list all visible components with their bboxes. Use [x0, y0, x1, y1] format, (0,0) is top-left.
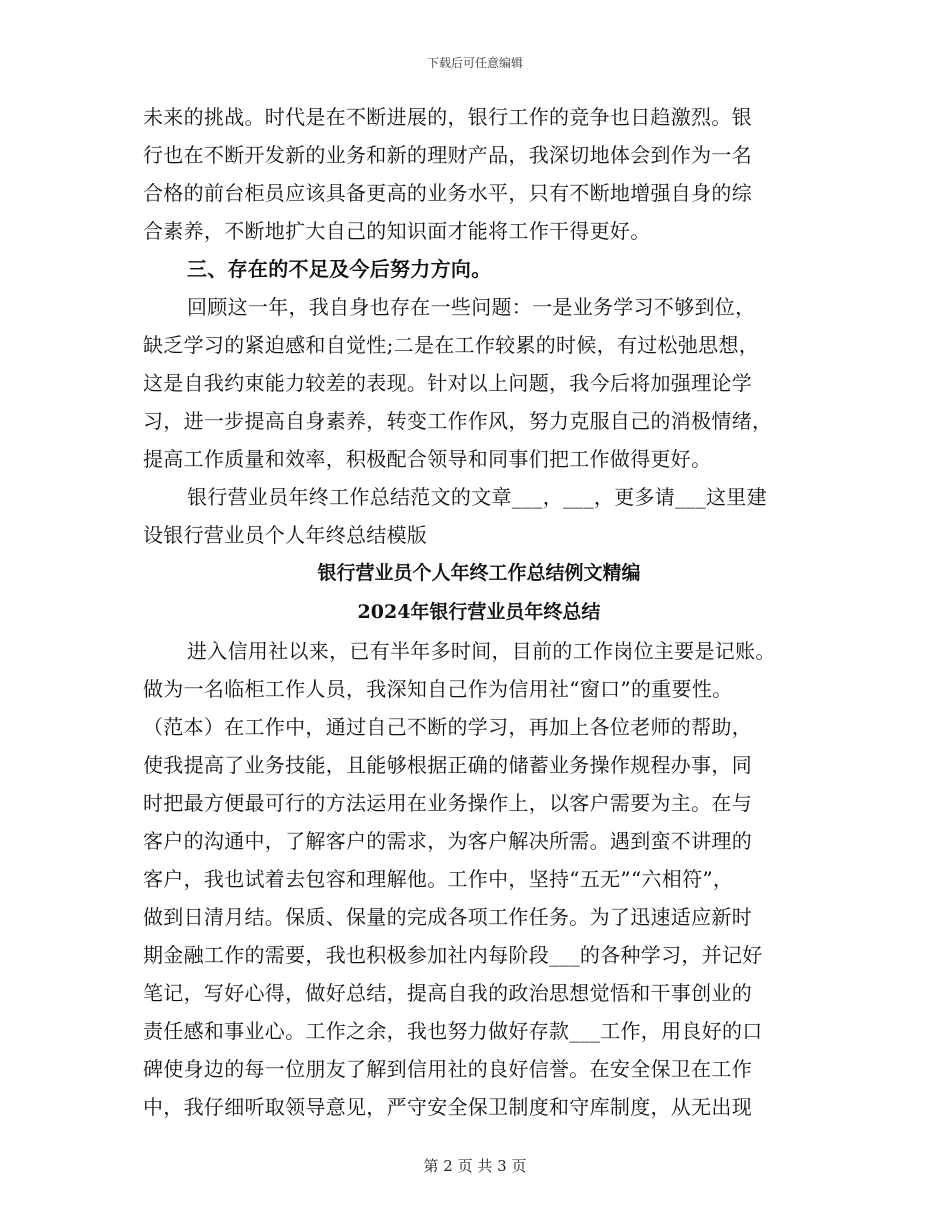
paragraph-line: 设银行营业员个人年终总结模版 — [143, 523, 428, 547]
paragraph-line: 未来的挑战。时代是在不断进展的，银行工作的竞争也日趋激烈。银 — [143, 105, 752, 129]
page-number: 第 2 页 共 3 页 — [423, 1157, 527, 1175]
paragraph-line: 中，我仔细听取领导意见，严守安全保卫制度和守库制度，从无出现 — [143, 1095, 752, 1119]
paragraph-line: 时把最方便最可行的方法运用在业务操作上，以客户需要为主。在与 — [143, 791, 752, 815]
paragraph-line: 做到日清月结。保质、保量的完成各项工作任务。为了迅速适应新时 — [143, 905, 752, 929]
paragraph-line: 笔记，写好心得，做好总结，提高自我的政治思想觉悟和干事创业的 — [143, 981, 752, 1005]
paragraph-line: 提高工作质量和效率，积极配合领导和同事们把工作做得更好。 — [143, 447, 712, 471]
paragraph-line: 期金融工作的需要，我也积极参加社内每阶段___的各种学习，并记好 — [143, 943, 763, 967]
paragraph-line: 碑使身边的每一位朋友了解到信用社的良好信誉。在安全保卫在工作 — [143, 1057, 752, 1081]
paragraph-line: 行也在不断开发新的业务和新的理财产品，我深切地体会到作为一名 — [143, 143, 752, 167]
paragraph-line: 银行营业员年终工作总结范文的文章___，___，更多请___这里建 — [187, 485, 767, 509]
paragraph-line: 习，进一步提高自身素养，转变工作作风，努力克服自己的消极情绪， — [143, 409, 773, 433]
paragraph-line: 缺乏学习的紧迫感和自觉性;二是在工作较累的时候，有过松弛思想， — [143, 333, 760, 357]
document-body — [143, 98, 815, 1126]
paragraph-line: 责任感和事业心。工作之余，我也努力做好存款___工作，用良好的口 — [143, 1019, 763, 1043]
document-title: 银行营业员个人年终工作总结例文精编 — [317, 562, 641, 584]
section-heading: 三、存在的不足及今后努力方向。 — [187, 257, 492, 281]
page-header-note: 下载后可任意编辑 — [426, 56, 523, 70]
paragraph-line: 客户，我也试着去包容和理解他。工作中，坚持“五无”“六相符”， — [143, 867, 734, 891]
paragraph-line: 使我提高了业务技能，且能够根据正确的储蓄业务操作规程办事，同 — [143, 753, 752, 777]
document-subtitle: 2024年银行营业员年终总结 — [357, 601, 601, 623]
paragraph-line: 客户的沟通中，了解客户的需求，为客户解决所需。遇到蛮不讲理的 — [143, 829, 752, 853]
paragraph-line: 做为一名临柜工作人员，我深知自己作为信用社“窗口”的重要性。 — [143, 677, 733, 701]
paragraph-line: 进入信用社以来，已有半年多时间，目前的工作岗位主要是记账。 — [187, 639, 776, 663]
paragraph-line: （范本）在工作中，通过自己不断的学习，再加上各位老师的帮助， — [143, 715, 752, 739]
paragraph-line: 合格的前台柜员应该具备更高的业务水平，只有不断地增强自身的综 — [143, 181, 752, 205]
paragraph-line: 回顾这一年，我自身也存在一些问题：一是业务学习不够到位， — [187, 295, 756, 319]
paragraph-line: 这是自我约束能力较差的表现。针对以上问题，我今后将加强理论学 — [143, 371, 752, 395]
paragraph-line: 合素养，不断地扩大自己的知识面才能将工作干得更好。 — [143, 219, 651, 243]
